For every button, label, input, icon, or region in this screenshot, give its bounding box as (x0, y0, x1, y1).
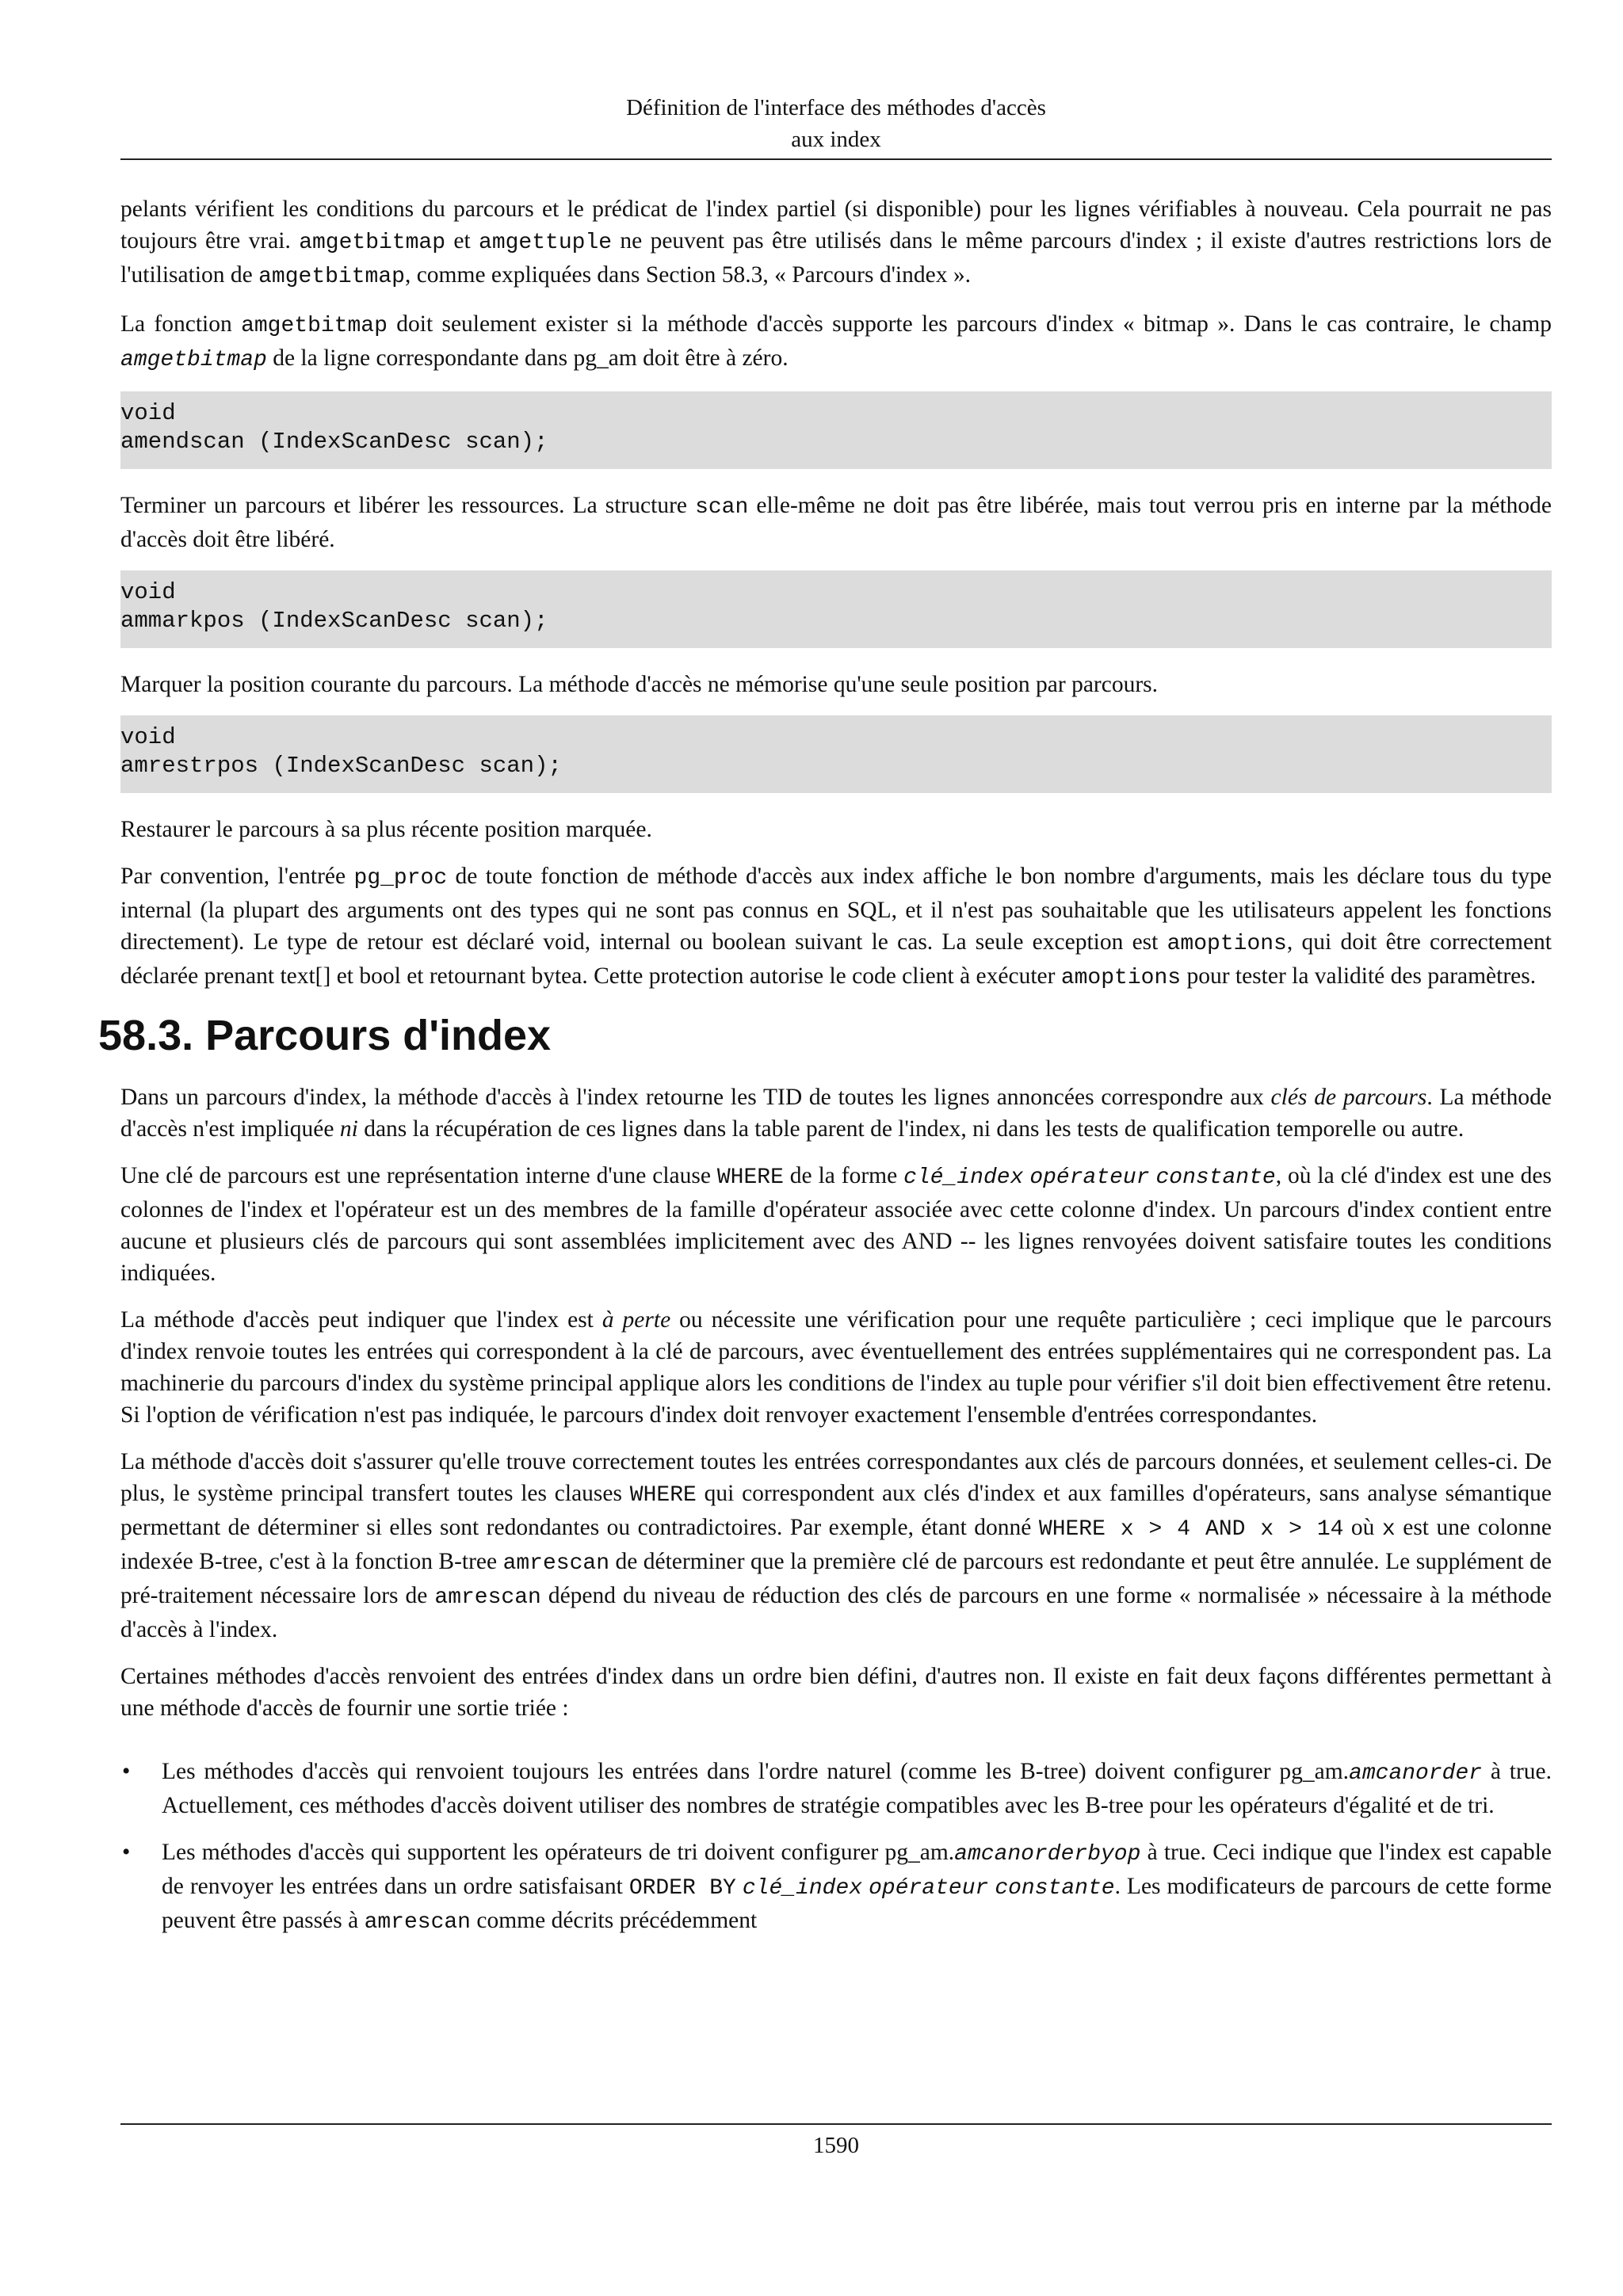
code-inline: amrescan (502, 1551, 609, 1576)
text: est une colonne indexée B-tree, c'est à la fonction B-tree (120, 1515, 1552, 1574)
bullet-icon: • (122, 1840, 131, 1865)
space (736, 1874, 743, 1899)
code-inline: amgetbitmap (299, 231, 446, 255)
header-title-line2: aux index (791, 127, 881, 152)
code-inline: amrescan (364, 1910, 471, 1935)
page-number: 1590 (813, 2133, 859, 2158)
text: doit seulement exister si la méthode d'accès supporte les parcours d'index « bitmap ». Dans le cas contraire, le champ (387, 311, 1552, 337)
text: . Les modificateurs de parcours de cette forme peuvent être passés à (162, 1874, 1552, 1933)
text: Dans un parcours d'index, la méthode d'accès à l'index retourne les TID de toutes les lignes annoncées correspondre aux (120, 1085, 1271, 1110)
text: Terminer un parcours et libérer les ressources. La structure (120, 493, 696, 518)
header-rule (120, 158, 1552, 160)
text: La fonction (120, 311, 242, 337)
text: Par convention, l'entrée (120, 864, 354, 889)
code-inline-italic: clé_index (903, 1165, 1024, 1190)
footer-rule (120, 2123, 1552, 2125)
page-content (98, 193, 1552, 1954)
text: , qui doit être correctement déclarée prenant text[] et bool et retournant bytea. Cette protection autorise le code client à exécuter (120, 929, 1552, 989)
code-inline: amgetbitmap (241, 314, 388, 338)
code-inline-italic: constante (1155, 1165, 1276, 1190)
paragraph (120, 490, 1552, 555)
code-inline: scan (695, 495, 749, 520)
code-inline-italic: amcanorder (1349, 1761, 1483, 1786)
paragraph (120, 860, 1552, 994)
code-inline: amoptions (1060, 966, 1182, 990)
code-inline: amoptions (1167, 932, 1287, 956)
text: ne peuvent pas être utilisés dans le même parcours d'index ; il existe d'autres restrictions lors de l'utilisation de (120, 228, 1552, 288)
text: qui correspondent aux clés d'index et aux familles d'opérateurs, sans analyse sémantique permettant de déterminer si elles sont redondantes ou contradictoires. Par exemple, étant donné (120, 1481, 1552, 1540)
paragraph (120, 1160, 1552, 1289)
code-inline: WHERE (716, 1165, 784, 1190)
text: Une clé de parcours est une représentation interne d'une clause (120, 1163, 717, 1188)
text: La méthode d'accès doit s'assurer qu'elle trouve correctement toutes les entrées correspondantes aux clés de parcours données, et seulement celles-ci. De plus, le système principal transfert toutes les clauses (120, 1449, 1552, 1506)
code-block-ammarkpos: void ammarkpos (IndexScanDesc scan); (120, 570, 1552, 648)
text: et (445, 228, 479, 254)
list-item (120, 1756, 1552, 1821)
paragraph (120, 1304, 1552, 1431)
text: pelants vérifient les conditions du parcours et le prédicat de l'index partiel (si disponible) pour les lignes vérifiables à nouveau. Cela pourrait ne pas toujours être vrai. (120, 196, 1552, 254)
bullet-icon: • (122, 1759, 131, 1784)
text: de la ligne correspondante dans pg_am doit être à zéro. (266, 345, 789, 371)
code-block-amrestrpos: void amrestrpos (IndexScanDesc scan); (120, 715, 1552, 793)
code-block-amendscan: void amendscan (IndexScanDesc scan); (120, 391, 1552, 469)
code-inline: WHERE (629, 1483, 697, 1508)
code-inline-italic: opérateur (869, 1876, 989, 1901)
emphasis: à perte (601, 1307, 671, 1333)
text: , où la clé d'index est une des colonnes de l'index et l'opérateur est un des membres de la famille d'opérateur associée avec cette colonne d'index. Un parcours d'index contient entre aucune et plusieurs clés de parcours qui sont assemblées implicitement avec des AND -- les lignes renvoyées doivent satisfaire toutes les conditions indiquées. (120, 1163, 1552, 1286)
text: de toute fonction de méthode d'accès aux index affiche le bon nombre d'arguments, mais les déclare tous du type internal (la plupart des arguments ont des types qui ne sont pas connus en SQL, et il n'est pas souhaitable que les utilisateurs appelent les fonctions directement). Le type de retour est déclaré void, internal ou boolean suivant le cas. La seule exception est (120, 864, 1552, 955)
section-heading: 58.3. Parcours d'index (98, 1012, 552, 1059)
space (862, 1874, 869, 1899)
code-inline-italic: amcanorderbyop (954, 1842, 1141, 1867)
code-inline-italic: constante (995, 1876, 1115, 1901)
code-inline: WHERE x > 4 AND x > 14 (1038, 1517, 1344, 1542)
text: de la forme (783, 1163, 904, 1188)
code-inline-italic: clé_index (742, 1876, 863, 1901)
text: Les méthodes d'accès qui supportent les opérateurs de tri doivent configurer pg_am. (162, 1840, 955, 1865)
paragraph (120, 193, 1552, 293)
text: . La méthode d'accès n'est impliquée (120, 1085, 1552, 1142)
text: dans la récupération de ces lignes dans la table parent de l'index, ni dans les tests de qualification temporelle ou autre. (357, 1116, 1465, 1142)
code-inline: amgetbitmap (258, 265, 405, 289)
text: où (1343, 1515, 1382, 1540)
code-inline: pg_proc (353, 866, 448, 891)
code-inline-italic: opérateur (1029, 1165, 1150, 1190)
text: de déterminer que la première clé de parcours est redondante et peut être annulée. Le supplément de pré-traitement nécessaire lors de (120, 1549, 1552, 1608)
text: dépend du niveau de réduction des clés de parcours en une forme « normalisée » nécessaire à la méthode d'accès à l'index. (120, 1583, 1552, 1642)
text: à true. Actuellement, ces méthodes d'accès doivent utiliser des nombres de stratégie compatibles avec les B-tree pour les opérateurs d'égalité et de tri. (162, 1759, 1552, 1818)
page-header (120, 92, 1552, 155)
header-title-line1: Définition de l'interface des méthodes d'accès (626, 95, 1046, 120)
text: pour tester la validité des paramètres. (1181, 963, 1537, 989)
bullet-list (120, 1756, 1552, 1939)
emphasis: clés de parcours (1270, 1085, 1427, 1110)
text: La méthode d'accès peut indiquer que l'index est (120, 1307, 602, 1333)
code-inline: amrescan (434, 1585, 541, 1610)
code-inline-italic: amgetbitmap (120, 348, 267, 372)
paragraph: Restaurer le parcours à sa plus récente position marquée. (120, 817, 652, 842)
text: comme décrits précédemment (470, 1908, 758, 1933)
paragraph: Certaines méthodes d'accès renvoient des entrées d'index dans un ordre bien défini, d'autres non. Il existe en fait deux façons différentes permettant à une méthode d'accès de fournir une sortie triée : (120, 1664, 1552, 1721)
text: ou nécessite une vérification pour une requête particulière ; ceci implique que le parcours d'index renvoie toutes les entrées qui correspondent à la clé de parcours, avec éventuellement des entrées supplémentaires qui ne correspondent pas. La machinerie du parcours d'index du système principal applique alors les conditions de l'index au tuple pour vérifier s'il doit bien effectivement être retenu. Si l'option de vérification n'est pas indiquée, le parcours d'index doit renvoyer exactement l'ensemble d'entrées correspondantes. (120, 1307, 1552, 1428)
paragraph (120, 308, 1552, 376)
text: Les méthodes d'accès qui renvoient toujours les entrées dans l'ordre naturel (comme les B-tree) doivent configurer pg_am. (162, 1759, 1350, 1784)
paragraph (120, 1081, 1552, 1145)
code-inline: amgettuple (479, 231, 613, 255)
text: à true. Ceci indique que l'index est capable de renvoyer les entrées dans un ordre satisfaisant (162, 1840, 1552, 1899)
emphasis: ni (339, 1116, 358, 1142)
code-inline: x (1381, 1517, 1396, 1542)
text: , comme expliquées dans Section 58.3, « Parcours d'index ». (404, 262, 971, 288)
list-item (120, 1836, 1552, 1939)
text: elle-même ne doit pas être libérée, mais tout verrou pris en interne par la méthode d'accès doit être libéré. (120, 493, 1552, 552)
code-inline: ORDER BY (628, 1876, 736, 1901)
paragraph: Marquer la position courante du parcours. La méthode d'accès ne mémorise qu'une seule position par parcours. (120, 672, 1159, 697)
paragraph (120, 1446, 1552, 1646)
